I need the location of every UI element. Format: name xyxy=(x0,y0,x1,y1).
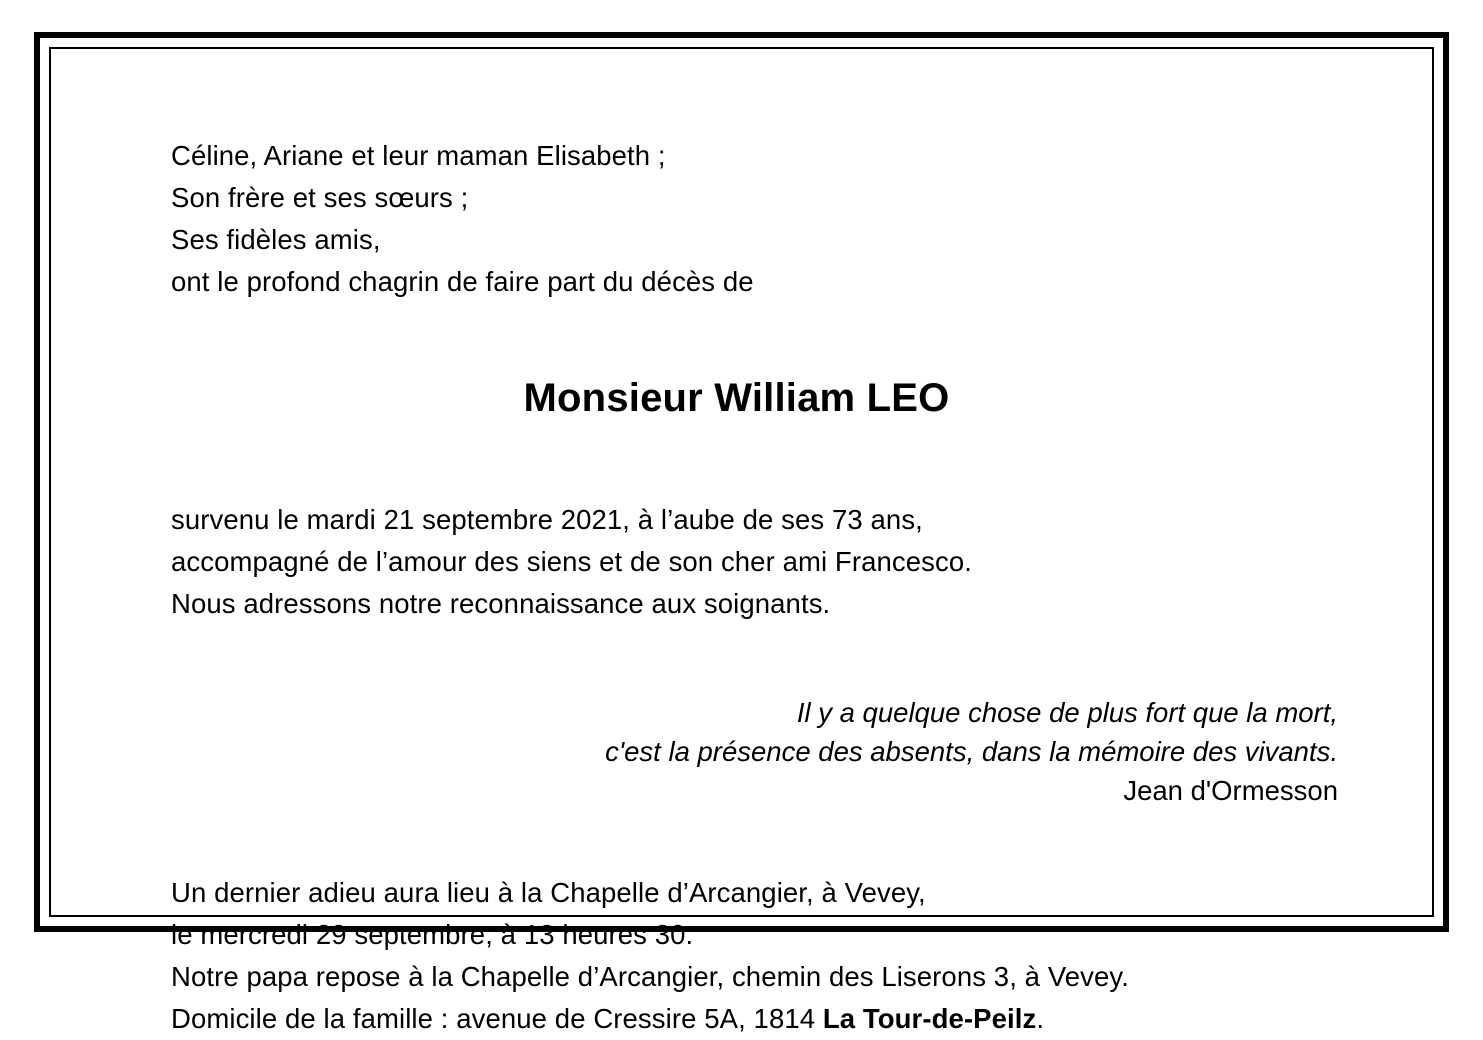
memorial-quote xyxy=(171,693,1362,810)
notice-inner-border xyxy=(49,47,1434,1034)
deceased-name: Monsieur William LEO xyxy=(523,376,950,420)
family-announcement-line: Son frère et ses sœurs ; xyxy=(171,182,469,213)
notice-content xyxy=(51,49,1432,1034)
death-notice-card xyxy=(34,32,1449,1034)
family-announcement-block xyxy=(171,135,1362,303)
circumstances-line: Nous adressons notre reconnaissance aux soignants. xyxy=(171,588,831,619)
circumstances-line: survenu le mardi 21 septembre 2021, à l’aube de ses 73 ans, xyxy=(171,504,923,535)
circumstances-block xyxy=(171,499,1362,625)
family-announcement-line: Ses fidèles amis, xyxy=(171,224,381,255)
ceremony-line-datetime: le mercredi 29 septembre, à 13 heures 30. xyxy=(171,919,694,950)
quote-line: c'est la présence des absents, dans la mémoire des vivants. xyxy=(605,736,1338,767)
circumstances-line: accompagné de l’amour des siens et de son cher ami Francesco. xyxy=(171,546,972,577)
ceremony-line-family-address xyxy=(171,998,1362,1040)
quote-line: Il y a quelque chose de plus fort que la mort, xyxy=(796,697,1338,728)
family-address-suffix: . xyxy=(1036,1003,1045,1034)
family-announcement-line: Céline, Ariane et leur maman Elisabeth ; xyxy=(171,140,666,171)
family-address-city: La Tour-de-Peilz xyxy=(822,1003,1037,1034)
family-address-prefix: Domicile de la famille : avenue de Cressire 5A, 1814 xyxy=(171,1003,823,1034)
ceremony-line-farewell: Un dernier adieu aura lieu à la Chapelle d’Arcangier, à Vevey, xyxy=(171,877,926,908)
ceremony-line-resting-place: Notre papa repose à la Chapelle d’Arcangier, chemin des Liserons 3, à Vevey. xyxy=(171,961,1129,992)
ceremony-details-block xyxy=(171,872,1362,1040)
quote-author: Jean d'Ormesson xyxy=(1123,775,1338,806)
family-announcement-line: ont le profond chagrin de faire part du décès de xyxy=(171,266,754,297)
